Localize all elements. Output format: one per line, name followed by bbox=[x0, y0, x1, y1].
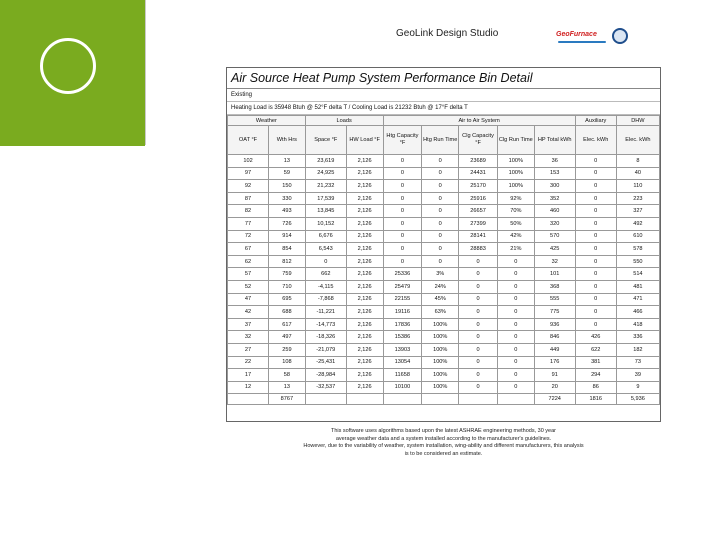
table-cell: 19116 bbox=[383, 306, 422, 319]
table-cell: 0 bbox=[497, 268, 534, 281]
table-cell: 17 bbox=[228, 369, 269, 382]
table-cell: 449 bbox=[534, 343, 575, 356]
table-cell: 2,126 bbox=[346, 205, 383, 218]
table-row bbox=[228, 268, 660, 281]
table-cell: -32,537 bbox=[305, 381, 346, 394]
table-cell: 0 bbox=[383, 230, 422, 243]
table-cell: 854 bbox=[269, 243, 306, 256]
table-cell: 2,126 bbox=[346, 230, 383, 243]
table-cell: 22 bbox=[228, 356, 269, 369]
table-cell: 688 bbox=[269, 306, 306, 319]
group-loads: Loads bbox=[305, 116, 383, 126]
table-cell: 72 bbox=[228, 230, 269, 243]
table-cell: 0 bbox=[383, 243, 422, 256]
table-cell: 0 bbox=[422, 205, 459, 218]
totals-cell bbox=[228, 394, 269, 405]
table-cell: 327 bbox=[616, 205, 659, 218]
table-cell: 710 bbox=[269, 280, 306, 293]
table-cell: 110 bbox=[616, 180, 659, 193]
table-cell: 695 bbox=[269, 293, 306, 306]
table-cell: 58 bbox=[269, 369, 306, 382]
table-cell: 92 bbox=[228, 180, 269, 193]
table-cell: 0 bbox=[459, 356, 498, 369]
table-cell: 514 bbox=[616, 268, 659, 281]
table-cell: 2,126 bbox=[346, 280, 383, 293]
table-cell: 0 bbox=[305, 255, 346, 268]
table-cell: 0 bbox=[575, 293, 616, 306]
table-cell: 2,126 bbox=[346, 255, 383, 268]
table-cell: 0 bbox=[497, 343, 534, 356]
table-cell: 497 bbox=[269, 331, 306, 344]
table-cell: 176 bbox=[534, 356, 575, 369]
table-cell: 2,126 bbox=[346, 217, 383, 230]
table-cell: -11,221 bbox=[305, 306, 346, 319]
table-row bbox=[228, 243, 660, 256]
group-weather: Weather bbox=[228, 116, 306, 126]
table-cell: 24% bbox=[422, 280, 459, 293]
table-cell: 59 bbox=[269, 167, 306, 180]
table-cell: 0 bbox=[459, 343, 498, 356]
table-row bbox=[228, 381, 660, 394]
bin-table-body bbox=[228, 155, 660, 405]
table-cell: 352 bbox=[534, 192, 575, 205]
table-cell: 25916 bbox=[459, 192, 498, 205]
table-row bbox=[228, 343, 660, 356]
table-cell: 101 bbox=[534, 268, 575, 281]
table-cell: 2,126 bbox=[346, 381, 383, 394]
report-location: Existing bbox=[227, 89, 660, 102]
table-cell: 2,126 bbox=[346, 356, 383, 369]
table-cell: 40 bbox=[616, 167, 659, 180]
table-cell: 0 bbox=[422, 167, 459, 180]
table-cell: 418 bbox=[616, 318, 659, 331]
table-cell: 37 bbox=[228, 318, 269, 331]
table-cell: 24431 bbox=[459, 167, 498, 180]
table-cell: 22155 bbox=[383, 293, 422, 306]
table-cell: 0 bbox=[383, 180, 422, 193]
table-cell: 0 bbox=[459, 268, 498, 281]
table-cell: 0 bbox=[575, 243, 616, 256]
table-cell: 2,126 bbox=[346, 192, 383, 205]
bin-table bbox=[227, 115, 660, 405]
table-cell: 2,126 bbox=[346, 343, 383, 356]
logo-swoosh-icon bbox=[558, 41, 606, 43]
report-panel bbox=[226, 67, 661, 422]
table-cell: 493 bbox=[269, 205, 306, 218]
table-cell: 2,126 bbox=[346, 293, 383, 306]
table-cell: 91 bbox=[534, 369, 575, 382]
group-auxiliary: Auxiliary bbox=[575, 116, 616, 126]
table-row bbox=[228, 217, 660, 230]
column-header: Space °F bbox=[305, 126, 346, 155]
table-cell: 0 bbox=[422, 217, 459, 230]
table-row bbox=[228, 155, 660, 168]
table-cell: 62 bbox=[228, 255, 269, 268]
column-header: HW Load °F bbox=[346, 126, 383, 155]
table-cell: 0 bbox=[497, 280, 534, 293]
table-cell: 0 bbox=[575, 318, 616, 331]
table-cell: 28141 bbox=[459, 230, 498, 243]
table-cell: 622 bbox=[575, 343, 616, 356]
table-cell: 381 bbox=[575, 356, 616, 369]
table-cell: 0 bbox=[383, 192, 422, 205]
table-cell: 23,619 bbox=[305, 155, 346, 168]
table-cell: 300 bbox=[534, 180, 575, 193]
footnote-line: This software uses algorithms based upon the latest ASHRAE engineering methods, 30 year bbox=[330, 428, 556, 434]
table-cell: 0 bbox=[497, 293, 534, 306]
table-cell: 550 bbox=[616, 255, 659, 268]
accent-divider bbox=[0, 145, 145, 146]
table-cell: 0 bbox=[575, 205, 616, 218]
studio-title: GeoLink Design Studio bbox=[396, 28, 499, 39]
column-header: Elec. kWh bbox=[616, 126, 659, 155]
table-cell: 0 bbox=[497, 369, 534, 382]
table-cell: 0 bbox=[459, 381, 498, 394]
column-header: HP Total kWh bbox=[534, 126, 575, 155]
table-cell: 0 bbox=[459, 280, 498, 293]
table-cell: 578 bbox=[616, 243, 659, 256]
table-cell: 25479 bbox=[383, 280, 422, 293]
table-cell: 0 bbox=[575, 167, 616, 180]
table-cell: 150 bbox=[269, 180, 306, 193]
table-cell: 2,126 bbox=[346, 180, 383, 193]
table-row bbox=[228, 306, 660, 319]
table-cell: -25,431 bbox=[305, 356, 346, 369]
table-cell: 2,126 bbox=[346, 243, 383, 256]
totals-row bbox=[228, 394, 660, 405]
table-cell: 2,126 bbox=[346, 306, 383, 319]
table-cell: 0 bbox=[497, 255, 534, 268]
table-cell: 555 bbox=[534, 293, 575, 306]
table-cell: 42% bbox=[497, 230, 534, 243]
column-header: Clg Capacity °F bbox=[459, 126, 498, 155]
totals-cell bbox=[459, 394, 498, 405]
table-cell: 0 bbox=[497, 306, 534, 319]
table-cell: 67 bbox=[228, 243, 269, 256]
table-cell: 100% bbox=[422, 381, 459, 394]
table-cell: 6,543 bbox=[305, 243, 346, 256]
table-cell: 100% bbox=[422, 343, 459, 356]
table-cell: 87 bbox=[228, 192, 269, 205]
table-cell: 17836 bbox=[383, 318, 422, 331]
table-row bbox=[228, 205, 660, 218]
table-cell: -7,868 bbox=[305, 293, 346, 306]
table-cell: 0 bbox=[459, 331, 498, 344]
totals-cell: 8767 bbox=[269, 394, 306, 405]
table-cell: 13903 bbox=[383, 343, 422, 356]
table-cell: 13 bbox=[269, 155, 306, 168]
table-cell: 100% bbox=[497, 167, 534, 180]
table-cell: 100% bbox=[422, 369, 459, 382]
group-header-row bbox=[228, 116, 660, 126]
totals-cell bbox=[422, 394, 459, 405]
table-cell: 0 bbox=[459, 293, 498, 306]
table-cell: 0 bbox=[497, 381, 534, 394]
table-cell: 0 bbox=[575, 280, 616, 293]
table-cell: 0 bbox=[575, 230, 616, 243]
table-cell: 52 bbox=[228, 280, 269, 293]
table-cell: 0 bbox=[575, 268, 616, 281]
footnote-line: average weather data and a system installed according to the manufacturer's guidelines. bbox=[335, 435, 552, 442]
table-cell: 492 bbox=[616, 217, 659, 230]
table-row bbox=[228, 255, 660, 268]
table-cell: 460 bbox=[534, 205, 575, 218]
table-row bbox=[228, 293, 660, 306]
table-row bbox=[228, 356, 660, 369]
table-cell: 32 bbox=[534, 255, 575, 268]
table-cell: 336 bbox=[616, 331, 659, 344]
table-row bbox=[228, 280, 660, 293]
table-cell: 846 bbox=[534, 331, 575, 344]
totals-cell bbox=[383, 394, 422, 405]
totals-cell bbox=[497, 394, 534, 405]
report-load-line: Heating Load is 35948 Btuh @ 52°F delta T / Cooling Load is 21232 Btuh @ 17°F delta T bbox=[227, 102, 660, 115]
table-cell: 368 bbox=[534, 280, 575, 293]
table-cell: 10,152 bbox=[305, 217, 346, 230]
table-cell: 108 bbox=[269, 356, 306, 369]
table-cell: 73 bbox=[616, 356, 659, 369]
table-cell: 25336 bbox=[383, 268, 422, 281]
table-cell: 27 bbox=[228, 343, 269, 356]
table-row bbox=[228, 369, 660, 382]
table-cell: 0 bbox=[497, 318, 534, 331]
table-cell: 0 bbox=[459, 369, 498, 382]
table-cell: 425 bbox=[534, 243, 575, 256]
table-cell: 617 bbox=[269, 318, 306, 331]
column-header: Clg Run Time bbox=[497, 126, 534, 155]
table-cell: 28883 bbox=[459, 243, 498, 256]
table-cell: 936 bbox=[534, 318, 575, 331]
table-cell: 0 bbox=[575, 180, 616, 193]
table-cell: 914 bbox=[269, 230, 306, 243]
column-header: OAT °F bbox=[228, 126, 269, 155]
table-cell: -18,326 bbox=[305, 331, 346, 344]
table-cell: 47 bbox=[228, 293, 269, 306]
table-cell: 466 bbox=[616, 306, 659, 319]
table-cell: 2,126 bbox=[346, 155, 383, 168]
table-cell: 42 bbox=[228, 306, 269, 319]
table-cell: 102 bbox=[228, 155, 269, 168]
totals-cell bbox=[305, 394, 346, 405]
table-cell: 0 bbox=[459, 306, 498, 319]
report-title: Air Source Heat Pump System Performance Bin Detail bbox=[227, 68, 660, 89]
table-cell: 17,539 bbox=[305, 192, 346, 205]
table-cell: 0 bbox=[383, 155, 422, 168]
footnote bbox=[226, 428, 661, 458]
table-cell: 0 bbox=[575, 306, 616, 319]
table-cell: 13,845 bbox=[305, 205, 346, 218]
table-cell: 24,925 bbox=[305, 167, 346, 180]
totals-cell: 5,936 bbox=[616, 394, 659, 405]
table-cell: 9 bbox=[616, 381, 659, 394]
table-cell: 0 bbox=[459, 255, 498, 268]
table-cell: 570 bbox=[534, 230, 575, 243]
table-cell: 82 bbox=[228, 205, 269, 218]
table-cell: 471 bbox=[616, 293, 659, 306]
table-cell: 11658 bbox=[383, 369, 422, 382]
table-cell: 182 bbox=[616, 343, 659, 356]
accent-ring-icon bbox=[40, 38, 96, 94]
table-cell: 320 bbox=[534, 217, 575, 230]
table-cell: 0 bbox=[383, 255, 422, 268]
accent-divider-vertical bbox=[145, 0, 146, 145]
table-cell: 0 bbox=[383, 217, 422, 230]
table-cell: 21,232 bbox=[305, 180, 346, 193]
table-cell: 57 bbox=[228, 268, 269, 281]
table-cell: 12 bbox=[228, 381, 269, 394]
table-cell: 726 bbox=[269, 217, 306, 230]
table-cell: 0 bbox=[575, 155, 616, 168]
table-cell: 13 bbox=[269, 381, 306, 394]
footnote-line: However, due to the variability of weather, system installation, wing-ability and different manufacturers, this analysis bbox=[303, 443, 584, 449]
totals-cell: 1816 bbox=[575, 394, 616, 405]
table-cell: 100% bbox=[422, 356, 459, 369]
table-cell: 63% bbox=[422, 306, 459, 319]
seal-icon bbox=[612, 28, 628, 44]
table-cell: 45% bbox=[422, 293, 459, 306]
table-cell: 50% bbox=[497, 217, 534, 230]
table-cell: 77 bbox=[228, 217, 269, 230]
group-dhw: DHW bbox=[616, 116, 659, 126]
brand-logo bbox=[556, 28, 636, 48]
table-cell: 36 bbox=[534, 155, 575, 168]
footnote-line: is to be considered an estimate. bbox=[404, 450, 483, 457]
column-header: Elec. kWh bbox=[575, 126, 616, 155]
group-air-to-air: Air to Air System bbox=[383, 116, 575, 126]
table-cell: 3% bbox=[422, 268, 459, 281]
table-cell: 0 bbox=[422, 155, 459, 168]
column-header: Htg Run Time bbox=[422, 126, 459, 155]
table-cell: 223 bbox=[616, 192, 659, 205]
table-cell: 97 bbox=[228, 167, 269, 180]
table-cell: 8 bbox=[616, 155, 659, 168]
table-cell: -4,115 bbox=[305, 280, 346, 293]
table-row bbox=[228, 167, 660, 180]
table-cell: 2,126 bbox=[346, 369, 383, 382]
table-cell: 759 bbox=[269, 268, 306, 281]
table-cell: 100% bbox=[497, 180, 534, 193]
table-cell: 6,676 bbox=[305, 230, 346, 243]
table-cell: 0 bbox=[575, 192, 616, 205]
table-cell: 330 bbox=[269, 192, 306, 205]
table-cell: 20 bbox=[534, 381, 575, 394]
table-cell: 662 bbox=[305, 268, 346, 281]
table-cell: 0 bbox=[383, 167, 422, 180]
table-cell: 0 bbox=[422, 255, 459, 268]
table-cell: 26657 bbox=[459, 205, 498, 218]
table-cell: 0 bbox=[459, 318, 498, 331]
table-cell: -14,773 bbox=[305, 318, 346, 331]
table-cell: 2,126 bbox=[346, 331, 383, 344]
table-cell: 100% bbox=[422, 331, 459, 344]
column-header: Htg Capacity °F bbox=[383, 126, 422, 155]
table-cell: 2,126 bbox=[346, 318, 383, 331]
table-cell: 0 bbox=[497, 331, 534, 344]
table-cell: 27399 bbox=[459, 217, 498, 230]
totals-cell: 7224 bbox=[534, 394, 575, 405]
table-cell: 13054 bbox=[383, 356, 422, 369]
table-cell: 610 bbox=[616, 230, 659, 243]
table-cell: 481 bbox=[616, 280, 659, 293]
table-cell: -21,079 bbox=[305, 343, 346, 356]
table-cell: 70% bbox=[497, 205, 534, 218]
table-row bbox=[228, 192, 660, 205]
table-cell: 2,126 bbox=[346, 167, 383, 180]
table-cell: 426 bbox=[575, 331, 616, 344]
table-cell: 39 bbox=[616, 369, 659, 382]
table-cell: 21% bbox=[497, 243, 534, 256]
table-cell: 259 bbox=[269, 343, 306, 356]
logo-text: GeoFurnace bbox=[556, 31, 597, 38]
table-row bbox=[228, 230, 660, 243]
table-cell: 25170 bbox=[459, 180, 498, 193]
column-header-row bbox=[228, 126, 660, 155]
column-header: Wth Hrs bbox=[269, 126, 306, 155]
table-cell: 153 bbox=[534, 167, 575, 180]
table-row bbox=[228, 318, 660, 331]
table-cell: 294 bbox=[575, 369, 616, 382]
table-cell: 812 bbox=[269, 255, 306, 268]
table-cell: 2,126 bbox=[346, 268, 383, 281]
table-cell: 0 bbox=[383, 205, 422, 218]
table-cell: 92% bbox=[497, 192, 534, 205]
table-cell: 0 bbox=[575, 217, 616, 230]
table-cell: 0 bbox=[497, 356, 534, 369]
table-cell: 10100 bbox=[383, 381, 422, 394]
totals-cell bbox=[346, 394, 383, 405]
table-cell: 775 bbox=[534, 306, 575, 319]
table-cell: 23689 bbox=[459, 155, 498, 168]
table-cell: 0 bbox=[422, 230, 459, 243]
table-row bbox=[228, 331, 660, 344]
table-cell: 0 bbox=[422, 192, 459, 205]
table-cell: 0 bbox=[575, 255, 616, 268]
table-cell: -28,984 bbox=[305, 369, 346, 382]
table-cell: 0 bbox=[422, 180, 459, 193]
table-cell: 0 bbox=[422, 243, 459, 256]
table-cell: 32 bbox=[228, 331, 269, 344]
table-cell: 100% bbox=[497, 155, 534, 168]
table-cell: 100% bbox=[422, 318, 459, 331]
table-row bbox=[228, 180, 660, 193]
table-cell: 86 bbox=[575, 381, 616, 394]
table-cell: 15386 bbox=[383, 331, 422, 344]
